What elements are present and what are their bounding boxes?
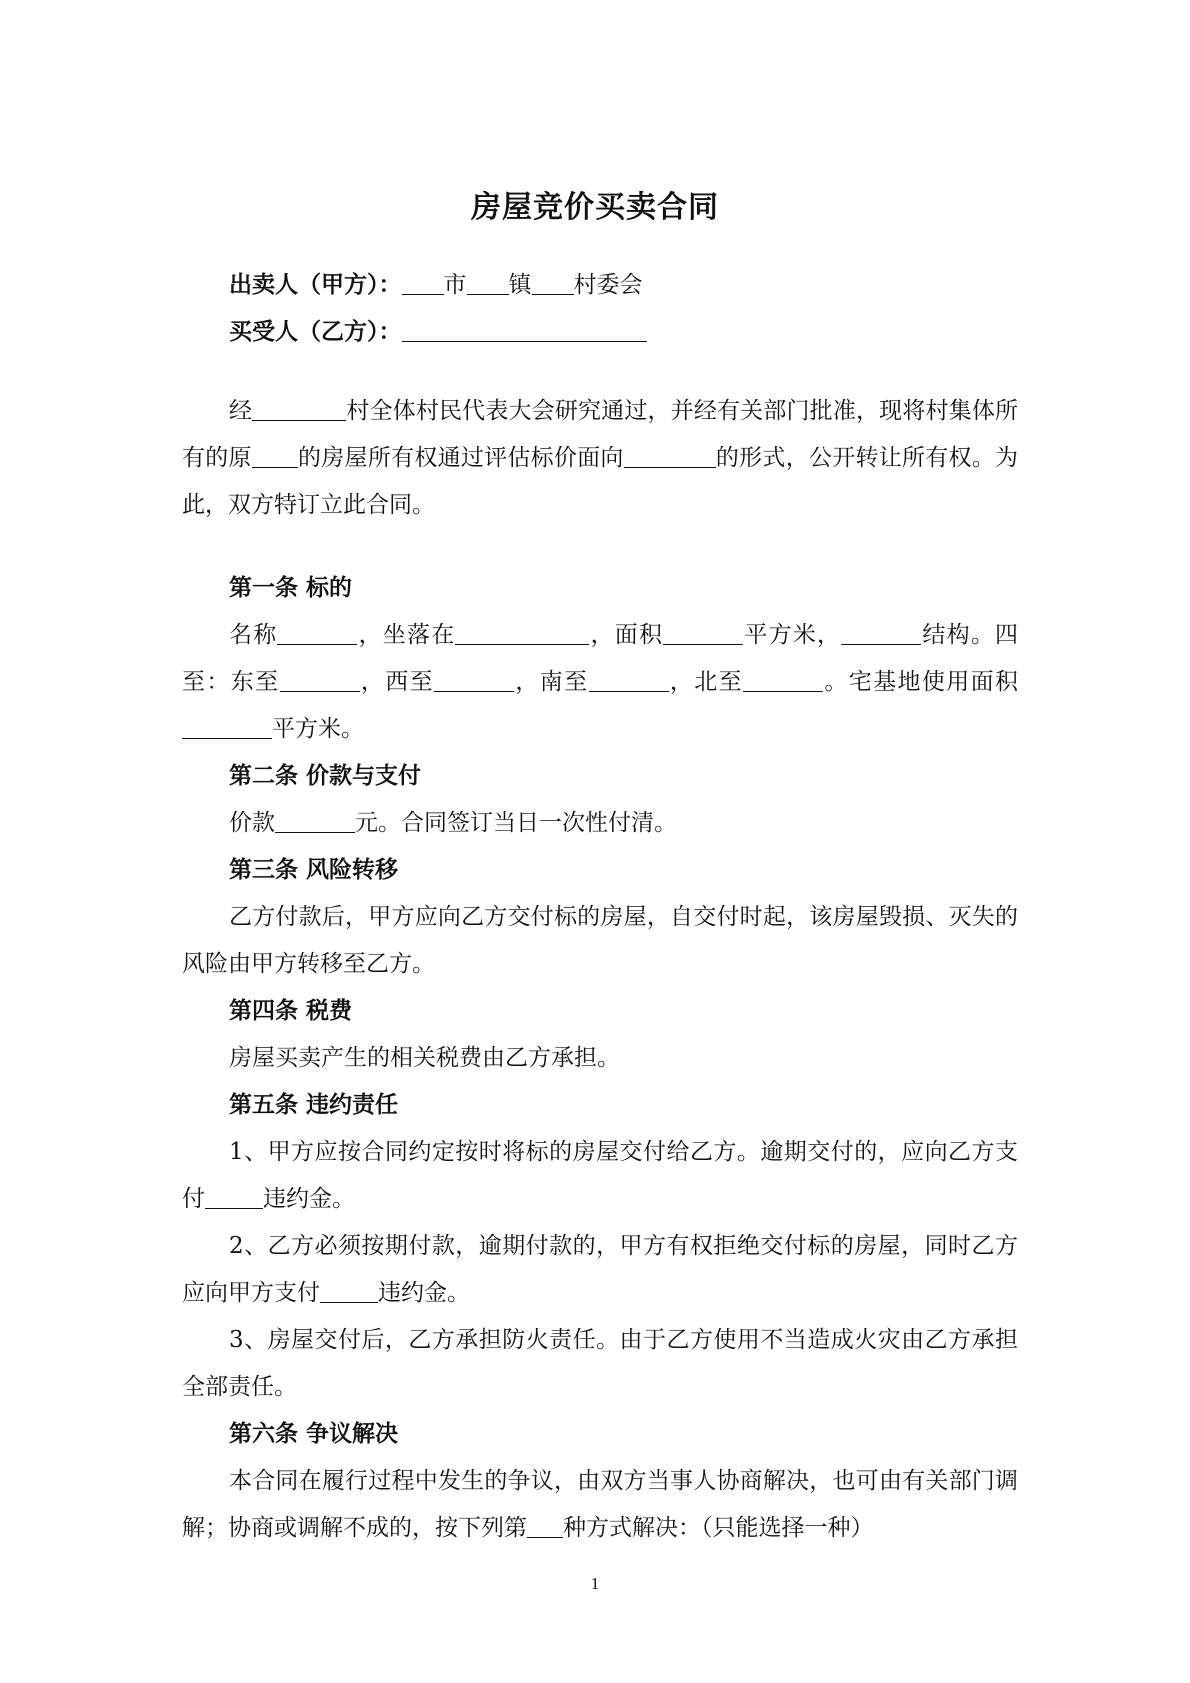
article-1-text: ，面积: [589, 622, 664, 648]
preamble-paragraph: [182, 388, 1018, 529]
page-number: 1: [590, 1574, 600, 1593]
buyer-line: [182, 309, 1018, 356]
blank-village-name: [252, 397, 346, 421]
blank-area: [663, 621, 743, 645]
seller-town-text: 镇: [508, 272, 532, 298]
blank-north: [743, 668, 823, 692]
seller-label: 出卖人（甲方）：: [229, 272, 402, 298]
article-1-heading: 第一条 标的: [229, 575, 353, 601]
article-5-heading: 第五条 违约责任: [229, 1092, 399, 1118]
clause-text: 违约金。: [378, 1280, 470, 1306]
blank-name: [277, 621, 357, 645]
article-6-paragraph: [182, 1458, 1018, 1552]
blank-west: [434, 668, 514, 692]
blank-location: [455, 621, 589, 645]
seller-city-text: 市: [443, 272, 467, 298]
blank-homestead-area: [182, 715, 272, 739]
article-5-clause-3: 3、房屋交付后，乙方承担防火责任。由于乙方使用不当造成火灾由乙方承担全部责任。: [182, 1327, 1018, 1400]
article-6-text: 种方式解决：（只能选择一种）: [563, 1515, 874, 1541]
blank-town: [467, 271, 509, 295]
article-2-text: 元。合同签订当日一次性付清。: [355, 810, 677, 836]
blank-method: [527, 1514, 563, 1538]
article-1-text: ，南至: [514, 669, 589, 695]
contract-body: [182, 262, 1018, 1552]
seller-line: [182, 262, 1018, 309]
clause-text: 1、甲方应按合同约定按时将标的房屋交付给乙方。逾期交付的，应向乙方支付: [182, 1139, 1018, 1212]
preamble-text: 村全体村民代表大会研究通过，并经有关部门批准，现将村集体所有的原: [182, 398, 1019, 471]
blank-buyer: [402, 318, 647, 342]
blank-original: [252, 444, 298, 468]
article-4-paragraph: 房屋买卖产生的相关税费由乙方承担。: [229, 1045, 620, 1071]
article-1-text: ，坐落在: [357, 622, 456, 648]
document-title: 房屋竞价买卖合同: [471, 190, 719, 225]
article-2-heading: 第二条 价款与支付: [229, 763, 422, 789]
article-1-text: 名称: [229, 622, 278, 648]
article-5-clause-2: [182, 1223, 1018, 1317]
blank-east: [280, 668, 360, 692]
seller-committee-text: 村委会: [573, 272, 643, 298]
preamble-text: 经: [229, 398, 253, 424]
clause-text: 2、乙方必须按期付款，逾期付款的，甲方有权拒绝交付标的房屋，同时乙方应向甲方支付: [182, 1233, 1018, 1306]
article-1-text: 平方米。: [272, 716, 364, 742]
blank-penalty-1: [205, 1185, 263, 1209]
blank-city: [402, 271, 444, 295]
article-2-text: 价款: [229, 810, 275, 836]
blank-south: [589, 668, 669, 692]
article-2-paragraph: [182, 800, 1018, 847]
article-1-text: ，北至: [668, 669, 743, 695]
article-1-text: 。宅基地使用面积: [823, 669, 1018, 695]
blank-structure: [841, 621, 921, 645]
article-3-paragraph: 乙方付款后，甲方应向乙方交付标的房屋，自交付时起，该房屋毁损、灭失的风险由甲方转移至乙方。: [182, 904, 1018, 977]
buyer-label: 买受人（乙方）：: [229, 319, 402, 345]
article-3-heading: 第三条 风险转移: [229, 857, 399, 883]
article-4-heading: 第四条 税费: [229, 998, 353, 1024]
clause-text: 违约金。: [263, 1186, 355, 1212]
article-5-clause-1: [182, 1129, 1018, 1223]
article-1-paragraph: [182, 612, 1018, 753]
blank-target: [624, 444, 716, 468]
preamble-text: 的形式，公开转让所有权。为此，双方特订立此合同。: [182, 445, 1019, 518]
blank-village: [532, 271, 574, 295]
article-6-heading: 第六条 争议解决: [229, 1421, 399, 1447]
article-6-text: 本合同在履行过程中发生的争议，由双方当事人协商解决，也可由有关部门调解；协商或调解不成的，按下列第: [182, 1468, 1018, 1541]
blank-price: [275, 809, 355, 833]
blank-penalty-2: [320, 1279, 378, 1303]
article-1-text: 结构。四至：东至: [182, 622, 1019, 695]
article-1-text: 平方米，: [743, 622, 842, 648]
preamble-text: 的房屋所有权通过评估标价面向: [297, 445, 624, 471]
article-1-text: ，西至: [359, 669, 434, 695]
